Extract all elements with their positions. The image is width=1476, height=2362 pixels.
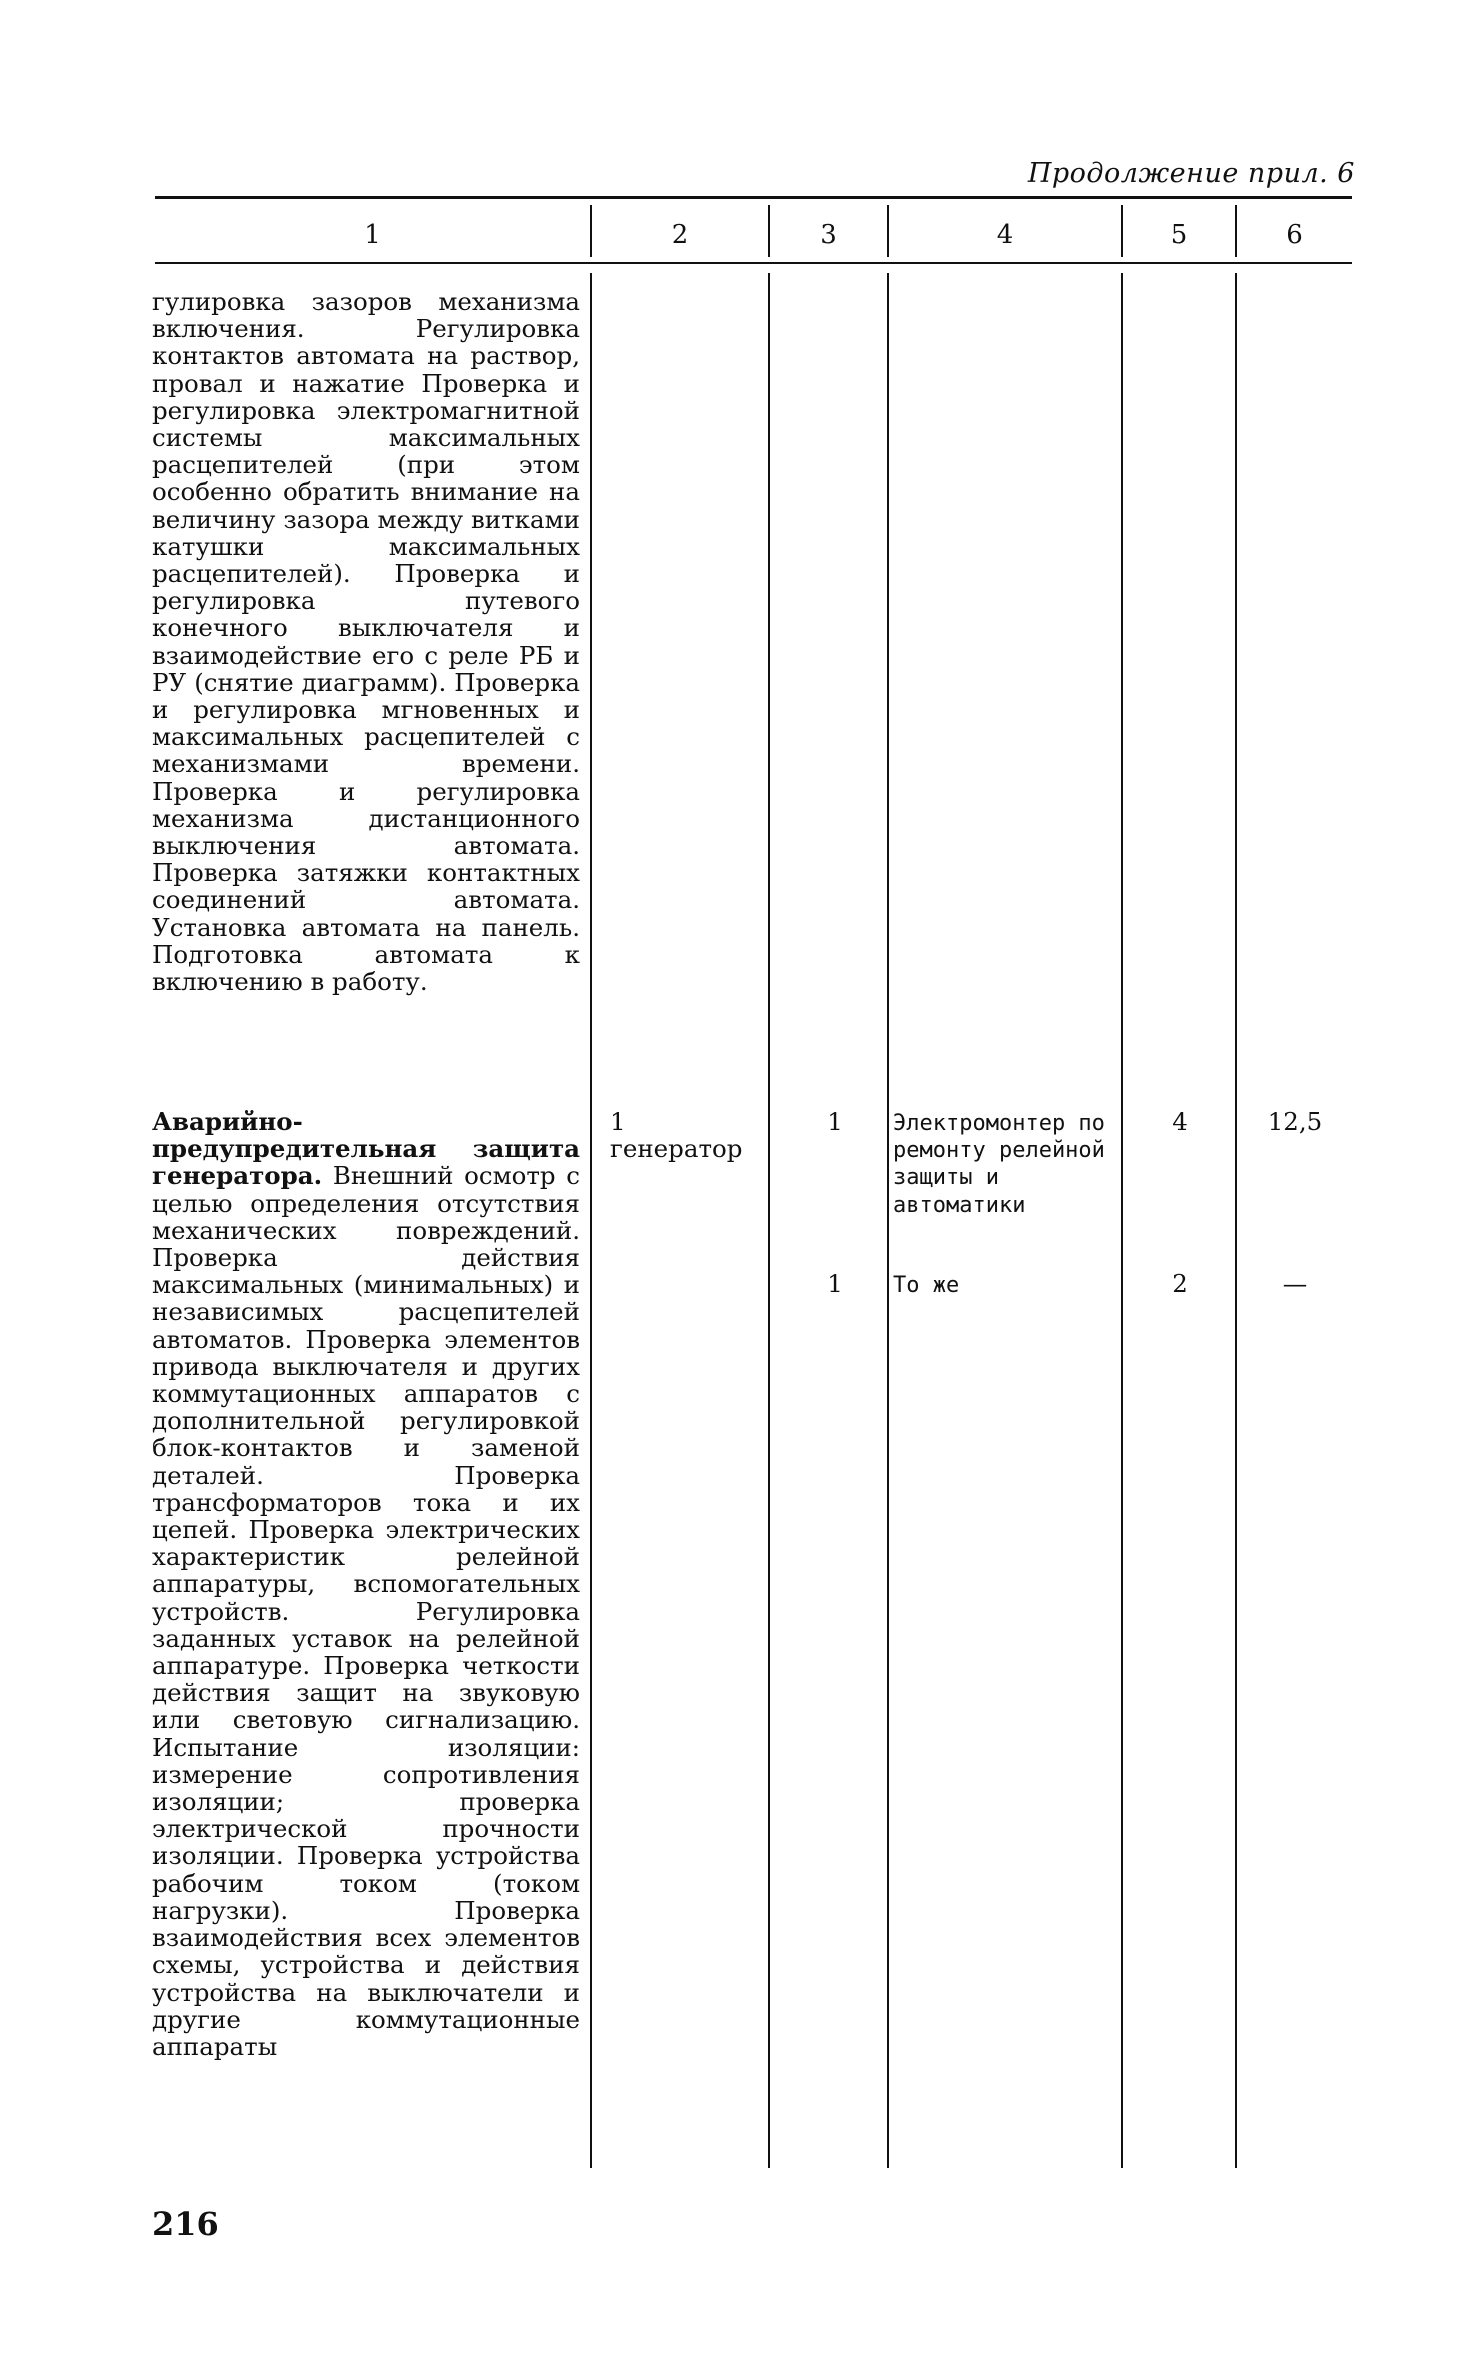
row-2-unit: 1 генератор <box>610 1107 743 1164</box>
row-2-performer-2: То же <box>893 1273 960 1298</box>
row-2-grade-1: 4 <box>1172 1107 1188 1136</box>
column-divider <box>590 273 592 2168</box>
column-divider <box>1235 273 1237 2168</box>
column-divider <box>768 273 770 2168</box>
header-bottom-rule <box>155 262 1352 264</box>
page-number: 216 <box>152 2205 219 2243</box>
column-header-1: 1 <box>364 220 381 250</box>
row-2-description-cell <box>152 1108 580 2060</box>
row-1-description: гулировка зазоров механизма включения. Регулировка контактов автомата на раствор, провал и нажатие Проверка и регулировка электромагнитной системы максимальных расцепителей (при этом особенно обратить внимание на величину зазора между витками катушки максимальных расцепителей). Проверка и регулировка путевого конечного выключателя и взаимодействие его с реле РБ и РУ (снятие диаграмм). Проверка и регулировка мгновенных и максимальных расцепителей с механизмами времени. Проверка и регулировка механизма дистанционного выключения автомата. Проверка затяжки контактных соединений автомата. Установка автомата на панель. Подготовка автомата к включению в работу. <box>152 287 580 997</box>
row-2-grade-2: 2 <box>1172 1269 1188 1298</box>
row-2-description: Внешний осмотр с целью определения отсутствия механических повреждений. Проверка действия максимальных (минимальных) и независимых расцепителей автоматов. Проверка элементов привода выключателя и других коммутационных аппаратов с дополнительной регулировкой блок-контактов и заменой деталей. Проверка трансформаторов тока и их цепей. Проверка электрических характеристик релейной аппаратуры, вспомогательных устройств. Регулировка заданных уставок на релейной аппаратуре. Проверка четкости действия защит на звуковую или световую сигнализацию. Испытание изоляции: измерение сопротивления изоляции; проверка электрической прочности изоляции. Проверка устройства рабочим током (током нагрузки). Проверка взаимодействия всех элементов схемы, устройства и действия устройства на выключатели и другие коммутационные аппараты <box>152 1161 580 2061</box>
table-top-rule <box>155 196 1352 199</box>
row-2-value-1: 12,5 <box>1267 1107 1323 1136</box>
column-divider <box>887 273 889 2168</box>
row-2-qty-1: 1 <box>827 1107 843 1136</box>
row-2-qty-2: 1 <box>827 1269 843 1298</box>
column-header-3: 3 <box>820 220 837 250</box>
column-divider <box>1121 273 1123 2168</box>
column-header-4: 4 <box>996 220 1014 250</box>
row-2-value-2: — <box>1282 1269 1308 1298</box>
row-2-title: Аварийно-предупредительная защита генератора. <box>152 1107 580 1191</box>
column-header-6: 6 <box>1286 220 1303 250</box>
row-2-performer-1: Электромонтер по ремонту релейной защиты и автоматики <box>893 1111 1105 1218</box>
column-header-5: 5 <box>1170 220 1188 250</box>
column-header-2: 2 <box>671 220 689 250</box>
page-header: Продолжение прил. 6 <box>1027 158 1355 189</box>
